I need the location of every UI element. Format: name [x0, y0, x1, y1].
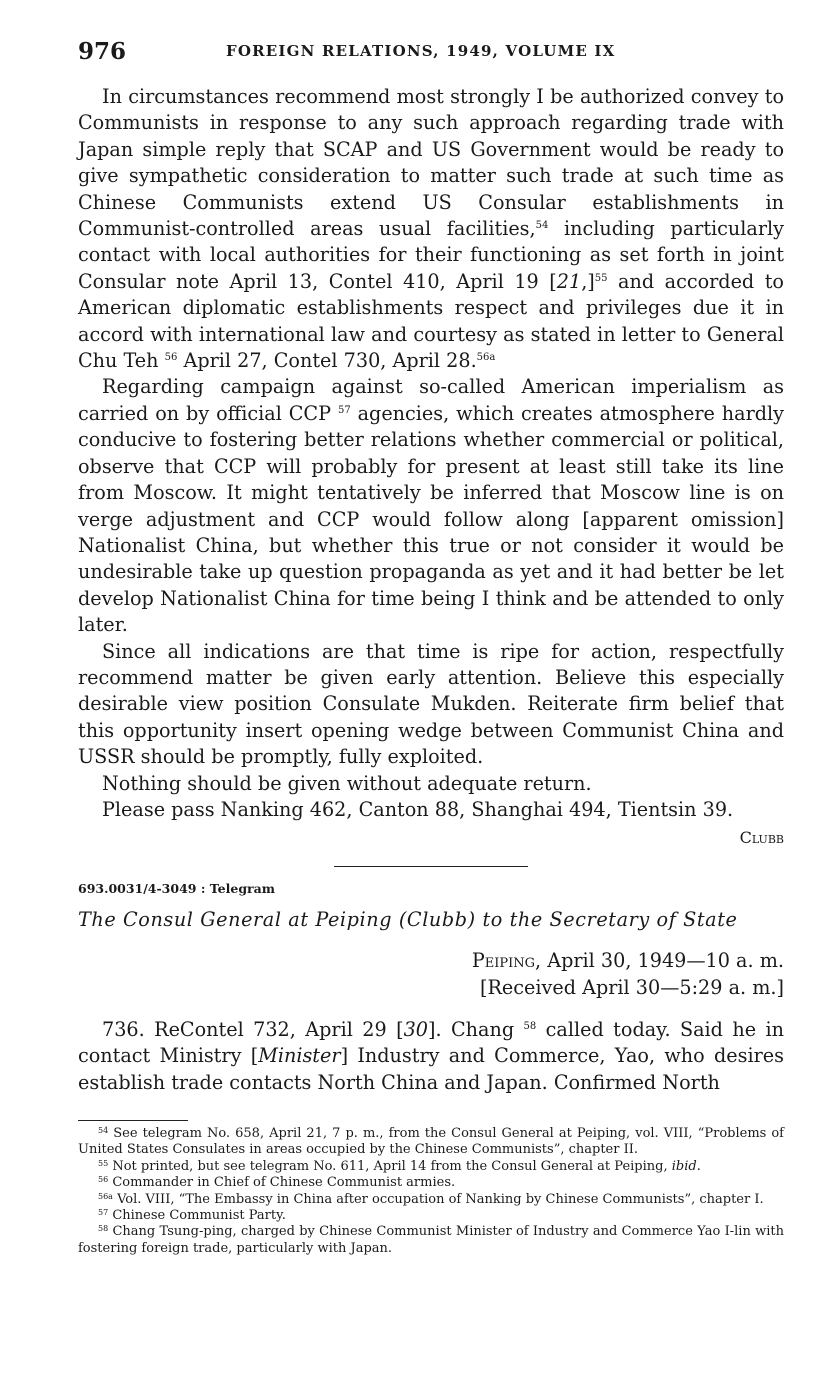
dateline-place: Peiping: [471, 948, 536, 972]
paragraph-telegram-736: [78, 1017, 784, 1096]
text-run: In circumstances recommend most strongly I be authorized convey to Communists in response to any such approach regarding trade with Japan simple reply that SCAP and US Government would be ready to give sympathetic consideration to matter such trade at such time as Chinese Communists extend US Consular establishments in Communist-controlled areas usual facilities,: [78, 85, 784, 241]
footnote-56: [78, 1175, 784, 1191]
footnote-text: Chang Tsung-ping, charged by Chinese Communist Minister of Industry and Commerce Yao I-lin with fostering foreign trade, particularly with Japan.: [78, 1224, 784, 1256]
text-run: ,]: [581, 269, 595, 293]
dateline-date: , April 30, 1949—10 a. m.: [535, 948, 784, 972]
text-run: including particularly contact with local authorities for their functioning as set forth in joint Consular note April 13, Contel 410, April 19 [: [78, 217, 784, 293]
document-id: 693.0031/4-3049 : Telegram: [78, 880, 275, 896]
text-run: agencies, which creates atmosphere hardly conducive to fostering better relations whether commercial or political, observe that CCP will probably for present at least still take its line from Moscow. It might tentatively be inferred that Moscow line is on verge adjustment and CCP would follow along [apparent omission] Nationalist China, but whether this true or not consider it would be undesirable take up question propaganda as yet and it had better be let develop Nationalist China for time being I think and be attended to only later.: [78, 401, 784, 637]
footnote-57: [78, 1208, 784, 1224]
footnote-mark: 56a: [98, 1191, 113, 1201]
footnote-text: Commander in Chief of Chinese Communist armies.: [108, 1175, 456, 1191]
footnote-mark: 58: [98, 1224, 109, 1234]
footnote-mark: 55: [98, 1158, 109, 1168]
section-divider: [334, 866, 528, 867]
footnote-text: Not printed, but see telegram No. 611, April 14 from the Consul General at Peiping,: [108, 1158, 672, 1174]
footnote-ref: 56a: [476, 352, 496, 364]
page-header: [78, 38, 784, 68]
footnote-text: Chinese Communist Party.: [108, 1208, 286, 1224]
page-number: 976: [78, 38, 127, 65]
text-run: Regarding campaign against so-called American imperialism as carried on by official CCP: [78, 375, 784, 425]
text-run: called today. Said he in contact Ministry [: [78, 1017, 784, 1068]
footnote-text-italic: ibid: [671, 1158, 697, 1174]
footnote-ref: 56: [164, 352, 178, 364]
footnote-56a: [78, 1192, 784, 1208]
text-run: ] Industry and Commerce, Yao, who desires establish trade contacts North China and Japan. Confirmed North: [78, 1044, 784, 1094]
footnote-rule: [78, 1120, 188, 1121]
footnote-55: [78, 1159, 784, 1175]
footnote-mark: 57: [98, 1208, 109, 1218]
text-run: 736. ReContel 732, April 29 [: [102, 1017, 404, 1041]
signature: Clubb: [739, 828, 784, 848]
footnote-ref: 54: [535, 220, 549, 232]
footnote-ref: 55: [594, 272, 608, 284]
dateline-received: [Received April 30—5:29 a. m.]: [480, 975, 784, 999]
paragraph-imperialism-campaign: [78, 374, 784, 638]
footnote-text: See telegram No. 658, April 21, 7 p. m., from the Consul General at Peiping, vol. VIII, “Problems of United States Consulates in areas occupied by the Chinese Communists”, chapter II.: [78, 1126, 784, 1158]
footnote-mark: 54: [98, 1126, 109, 1135]
dateline: [78, 947, 784, 1001]
text-run: and accorded to American diplomatic establishments respect and privileges due it in accord with international law and courtesy as stated in letter to General Chu Teh: [78, 269, 784, 373]
document-title: The Consul General at Peiping (Clubb) to the Secretary of State: [78, 907, 738, 931]
text-run: ]. Chang: [428, 1017, 524, 1041]
text-run-italic: Minister: [258, 1044, 341, 1068]
dateline-sent: [78, 947, 784, 974]
footnotes: [78, 1126, 784, 1257]
paragraph-please-pass: Please pass Nanking 462, Canton 88, Shanghai 494, Tientsin 39.: [102, 797, 734, 821]
footnote-ref: 58: [523, 1020, 537, 1032]
paragraph-trade-reply: [78, 84, 784, 374]
footnote-ref: 57: [337, 404, 351, 416]
paragraph-recommendation: Since all indications are that time is ripe for action, respectfully recommend matter be given early attention. Believe this especially desirable view position Consulate Mukden. Reiterate firm belief that this opportunity insert opening wedge between Communist China and USSR should be promptly, fully exploited.: [78, 639, 784, 769]
footnote-mark: 56: [98, 1175, 109, 1185]
main-text: [78, 84, 784, 1096]
text-run-italic: 21: [556, 269, 582, 293]
text-run-italic: 30: [403, 1017, 428, 1041]
footnote-58: [78, 1224, 784, 1257]
text-run: April 27, Contel 730, April 28.: [177, 349, 477, 373]
paragraph-adequate-return: Nothing should be given without adequate return.: [102, 771, 592, 795]
footnote-text: Vol. VIII, “The Embassy in China after occupation of Nanking by Chinese Communists”, chapter I.: [112, 1191, 764, 1207]
footnote-54: [78, 1126, 784, 1159]
running-head: FOREIGN RELATIONS, 1949, VOLUME IX: [226, 42, 616, 60]
footnote-text: .: [696, 1158, 701, 1174]
